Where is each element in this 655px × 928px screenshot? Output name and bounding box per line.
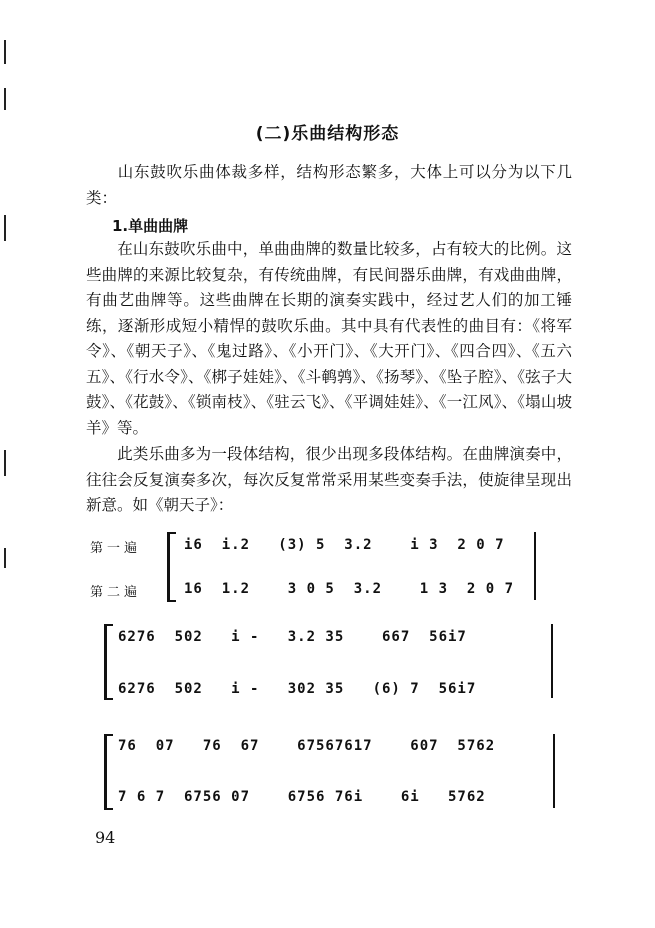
body-paragraph-1-text: 在山东鼓吹乐曲中，单曲曲牌的数量比较多，占有较大的比例。这些曲牌的来源比较复杂，有传统曲牌，有民间器乐曲牌，有戏曲曲牌，有曲艺曲牌等。这些曲牌在长期的演奏实践中，经过艺人们的加工锤练，逐渐形成短小精悍的鼓吹乐曲。其中具有代表性的曲目有：《将军令》、《朝天子》、《鬼过路》、《小开门》、《大开门》、《四合四》、《五六五》、《行水令》、《梆子娃娃》、《斗鹌鹑》、《扬琴》、《坠子腔》、《弦子大鼓》、《花鼓》、《锁南枝》、《驻云飞》、《平调娃娃》、《一江风》、《塌山坡羊》等。 <box>86 240 572 437</box>
intro-paragraph <box>86 160 572 211</box>
binding-edge-mark <box>4 215 6 241</box>
binding-edge-mark <box>4 450 6 476</box>
score-system-bracket <box>167 532 176 602</box>
score-line-3-top: 76 07 76 67 67567617 607 5762 <box>118 738 496 754</box>
score-line-3-bottom: 7 6 7 6756 07 6756 76i 6i 5762 <box>118 789 486 805</box>
binding-edge-mark <box>4 88 6 110</box>
intro-paragraph-text: 山东鼓吹乐曲体裁多样，结构形态繁多，大体上可以分为以下几类： <box>86 163 572 207</box>
score-system-bracket <box>104 734 113 810</box>
score-barline <box>551 624 553 698</box>
body-paragraph-2-text: 此类乐曲多为一段体结构，很少出现多段体结构。在曲牌演奏中，往往会反复演奏多次，每次反复常常采用某些变奏手法，使旋律呈现出新意。如《朝天子》： <box>86 445 572 514</box>
subsection-title: 1.单曲曲牌 <box>112 217 189 235</box>
section-title: (二)乐曲结构形态 <box>255 124 400 144</box>
body-paragraph-2 <box>86 442 572 519</box>
binding-edge-mark <box>4 40 6 64</box>
page-number: 94 <box>95 828 116 847</box>
score-line-2-top: 6276 502 i - 3.2 35 667 56i7 <box>118 629 467 645</box>
score-line-2-bottom: 6276 502 i - 302 35 (6) 7 56i7 <box>118 681 477 697</box>
score-label-first-pass: 第一遍 <box>90 541 142 556</box>
score-label-second-pass: 第二遍 <box>90 585 142 600</box>
score-line-1-bottom: 16 1.2 3 0 5 3.2 1 3 2 0 7 <box>184 581 515 597</box>
score-line-1-top: i6 i.2 (3) 5 3.2 i 3 2 0 7 <box>184 537 505 553</box>
binding-edge-mark <box>4 548 6 568</box>
body-paragraph-1 <box>86 237 572 441</box>
score-system-bracket <box>104 624 113 700</box>
score-barline <box>534 532 536 600</box>
score-barline <box>553 734 555 808</box>
